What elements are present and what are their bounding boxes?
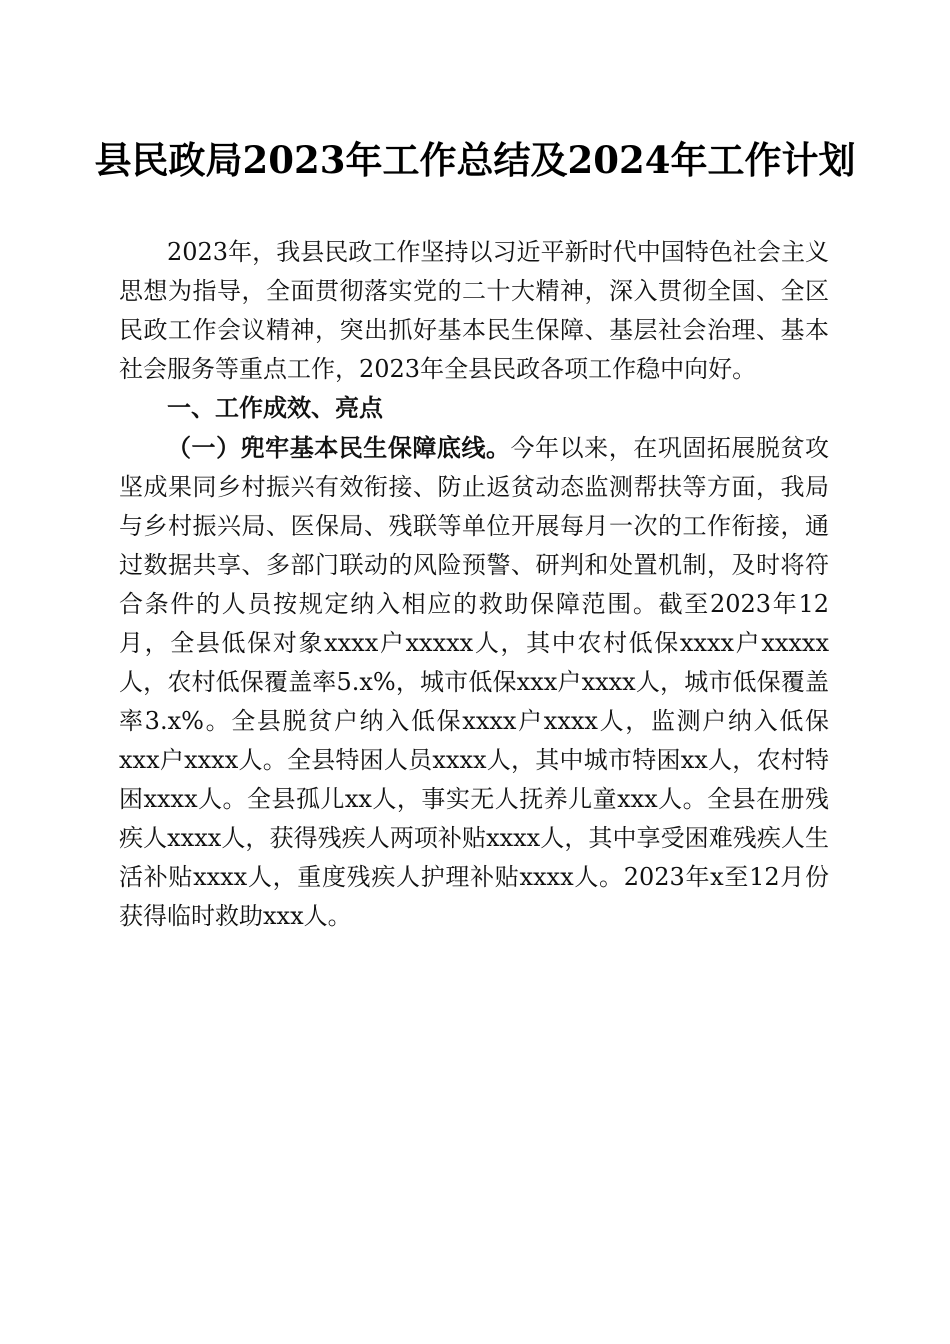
document-body	[119, 233, 829, 936]
subsection-lead: （一）兜牢基本民生保障底线。	[167, 433, 511, 462]
subsection-paragraph	[119, 428, 829, 936]
subsection-text: 今年以来，在巩固拓展脱贫攻坚成果同乡村振兴有效衔接、防止返贫动态监测帮扶等方面，我局与乡村振兴局、医保局、残联等单位开展每月一次的工作衔接，通过数据共享、多部门联动的风险预警、研判和处置机制，及时将符合条件的人员按规定纳入相应的救助保障范围。截至2023年12月，全县低保对象xxxx户xxxxx人，其中农村低保xxxx户xxxxx人，农村低保覆盖率5.x%，城市低保xxx户xxxx人，城市低保覆盖率3.x%。全县脱贫户纳入低保xxxx户xxxx人，监测户纳入低保xxx户xxxx人。全县特困人员xxxx人，其中城市特困xx人，农村特困xxxx人。全县孤儿xx人，事实无人抚养儿童xxx人。全县在册残疾人xxxx人，获得残疾人两项补贴xxxx人，其中享受困难残疾人生活补贴xxxx人，重度残疾人护理补贴xxxx人。2023年x至12月份获得临时救助xxx人。	[119, 434, 830, 930]
section-heading: 一、工作成效、亮点	[167, 394, 383, 422]
intro-paragraph: 2023年，我县民政工作坚持以习近平新时代中国特色社会主义思想为指导，全面贯彻落实党的二十大精神，深入贯彻全国、全区民政工作会议精神，突出抓好基本民生保障、基层社会治理、基本社会服务等重点工作，2023年全县民政各项工作稳中向好。	[119, 238, 829, 383]
page-title: 县民政局2023年工作总结及2024年工作计划	[94, 138, 856, 182]
